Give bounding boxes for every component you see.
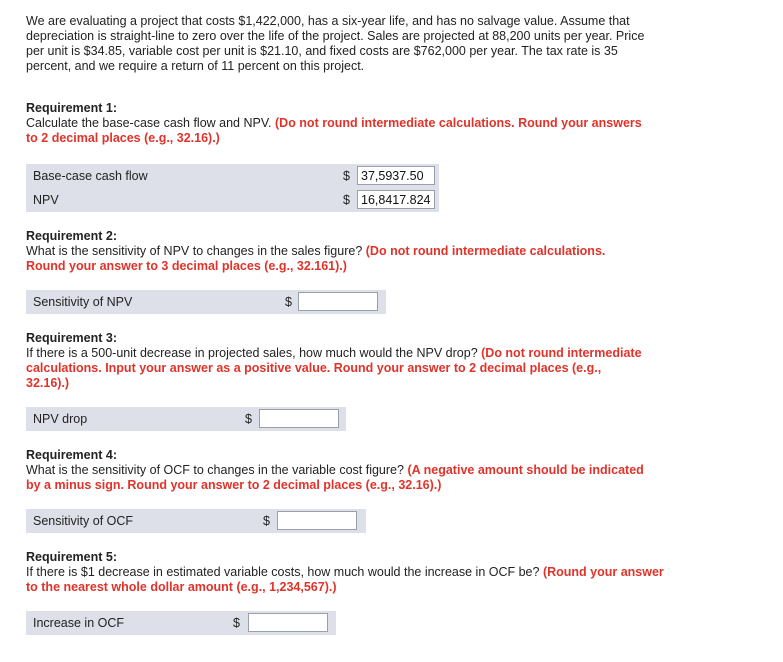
requirement-1-instruction: (Do not round intermediate calculations. Round your answers to 2 decimal places (e.g., 32.16).) bbox=[26, 116, 642, 145]
requirement-2-text bbox=[26, 244, 646, 274]
problem-statement: We are evaluating a project that costs $1,422,000, has a six-year life, and has no salvage value. Assume that depreciation is straight-line to zero over the life of the project. Sales are projected at 88,200 units per year. Price per unit is $34.85, variable cost per unit is $21.10, and fixed costs are $762,000 per year. The tax rate is 35 percent, and we require a return of 11 percent on this project. bbox=[26, 14, 645, 73]
requirement-4-question: What is the sensitivity of OCF to changes in the variable cost figure? bbox=[26, 463, 408, 477]
base-case-cash-flow-currency: $ bbox=[343, 169, 350, 183]
npv-label: NPV bbox=[33, 193, 59, 207]
increase-in-ocf-input[interactable] bbox=[248, 613, 328, 632]
requirement-1-answer-table bbox=[26, 164, 439, 212]
npv-drop-label: NPV drop bbox=[33, 412, 88, 426]
sensitivity-of-npv-currency: $ bbox=[285, 295, 292, 309]
requirement-5-instruction: (Round your answer to the nearest whole dollar amount (e.g., 1,234,567).) bbox=[26, 565, 664, 594]
requirement-1 bbox=[26, 101, 646, 146]
requirement-5 bbox=[26, 550, 666, 595]
requirement-3-question: If there is a 500-unit decrease in projected sales, how much would the NPV drop? bbox=[26, 346, 482, 360]
sensitivity-of-ocf-label: Sensitivity of OCF bbox=[33, 514, 134, 528]
requirement-2 bbox=[26, 229, 646, 274]
requirement-3-answer-row bbox=[26, 407, 346, 431]
sensitivity-of-npv-label: Sensitivity of NPV bbox=[33, 295, 133, 309]
npv-input[interactable] bbox=[357, 190, 435, 209]
npv-currency: $ bbox=[343, 193, 350, 207]
requirement-3-text bbox=[26, 346, 646, 391]
requirement-5-text bbox=[26, 565, 666, 595]
requirement-2-instruction: (Do not round intermediate calculations. Round your answer to 3 decimal places (e.g., 32.161).) bbox=[26, 244, 606, 273]
npv-drop-currency: $ bbox=[245, 412, 252, 426]
requirement-1-text bbox=[26, 116, 646, 146]
requirement-4-title: Requirement 4: bbox=[26, 448, 117, 462]
requirement-3 bbox=[26, 331, 646, 391]
requirement-4-answer-row bbox=[26, 509, 366, 533]
requirement-2-question: What is the sensitivity of NPV to changes in the sales figure? bbox=[26, 244, 366, 258]
increase-in-ocf-label: Increase in OCF bbox=[33, 616, 125, 630]
requirement-4 bbox=[26, 448, 646, 493]
requirement-1-question: Calculate the base-case cash flow and NPV. bbox=[26, 116, 275, 130]
requirement-1-title: Requirement 1: bbox=[26, 101, 117, 115]
requirement-5-answer-row bbox=[26, 611, 336, 635]
requirement-5-title: Requirement 5: bbox=[26, 550, 117, 564]
requirement-3-instruction: (Do not round intermediate calculations. Input your answer as a positive value. Round your answer to 2 decimal places (e.g., 32.16).) bbox=[26, 346, 642, 390]
npv-drop-input[interactable] bbox=[259, 409, 339, 428]
sensitivity-of-ocf-input[interactable] bbox=[277, 511, 357, 530]
requirement-3-title: Requirement 3: bbox=[26, 331, 117, 345]
increase-in-ocf-currency: $ bbox=[233, 616, 240, 630]
base-case-cash-flow-label: Base-case cash flow bbox=[33, 169, 148, 183]
requirement-4-instruction: (A negative amount should be indicated by a minus sign. Round your answer to 2 decimal places (e.g., 32.16).) bbox=[26, 463, 644, 492]
requirement-2-answer-row bbox=[26, 290, 386, 314]
requirement-5-question: If there is $1 decrease in estimated variable costs, how much would the increase in OCF be? bbox=[26, 565, 543, 579]
base-case-cash-flow-input[interactable] bbox=[357, 166, 435, 185]
sensitivity-of-npv-input[interactable] bbox=[298, 292, 378, 311]
sensitivity-of-ocf-currency: $ bbox=[263, 514, 270, 528]
requirement-4-text bbox=[26, 463, 646, 493]
requirement-2-title: Requirement 2: bbox=[26, 229, 117, 243]
